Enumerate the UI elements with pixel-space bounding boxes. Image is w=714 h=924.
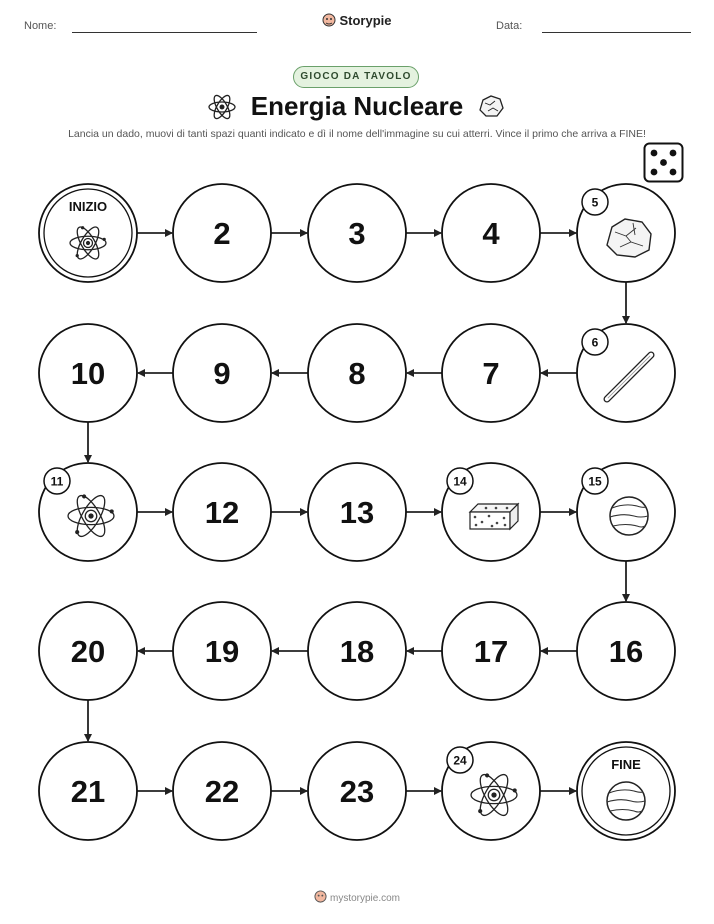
board-space — [39, 742, 137, 840]
brand-name: Storypie — [339, 13, 392, 28]
space-number: 6 — [591, 335, 599, 350]
board-space — [173, 184, 271, 282]
space-number: 21 — [70, 774, 106, 809]
board-space — [308, 184, 406, 282]
game-type-badge: GIOCO DA TAVOLO — [293, 66, 419, 88]
board-space — [308, 742, 406, 840]
board-space — [442, 602, 540, 700]
space-label: FINE — [611, 757, 641, 772]
board-space — [39, 602, 137, 700]
board-space — [39, 324, 137, 422]
board-space — [442, 184, 540, 282]
space-number: 10 — [70, 356, 106, 391]
space-number: 13 — [339, 495, 375, 530]
date-label: Data: — [496, 20, 523, 32]
space-number: 2 — [213, 216, 231, 251]
space-number: 8 — [348, 356, 366, 391]
space-number: 22 — [204, 774, 240, 809]
planet-icon — [607, 782, 645, 820]
board-space — [308, 324, 406, 422]
space-number: 23 — [339, 774, 375, 809]
space-label: INIZIO — [68, 199, 108, 214]
board-space — [173, 324, 271, 422]
space-number: 12 — [204, 495, 240, 530]
page-title: Energia Nucleare — [250, 91, 464, 121]
board-space — [173, 742, 271, 840]
space-number: 16 — [608, 634, 644, 669]
space-number: 17 — [473, 634, 509, 669]
board-space — [577, 324, 675, 422]
board-space — [308, 463, 406, 561]
space-number: 9 — [213, 356, 231, 391]
board-space — [442, 463, 540, 561]
footer-url: mystorypie.com — [329, 893, 400, 904]
space-number: 11 — [50, 474, 64, 489]
finish-space — [577, 742, 675, 840]
board-space — [442, 324, 540, 422]
uranium-block-icon — [470, 504, 518, 529]
space-number: 5 — [591, 195, 599, 210]
space-number: 4 — [482, 216, 500, 251]
space-number: 3 — [348, 216, 366, 251]
board-space — [173, 463, 271, 561]
space-number: 14 — [453, 474, 467, 489]
board-space — [442, 742, 540, 840]
space-number: 7 — [482, 356, 500, 391]
space-number: 15 — [588, 474, 602, 489]
planet-icon — [610, 497, 648, 535]
space-number: 18 — [339, 634, 375, 669]
instructions: Lancia un dado, muovi di tanti spazi quanti indicato e dì il nome dell'immagine su cui atterri. Vince il primo che arriva a FINE! — [68, 128, 646, 140]
footer — [0, 890, 714, 904]
start-space — [39, 184, 137, 282]
board-space — [577, 184, 675, 282]
board-space — [39, 463, 137, 561]
board-space — [308, 602, 406, 700]
board-space — [577, 463, 675, 561]
board-space — [173, 602, 271, 700]
name-label: Nome: — [24, 20, 57, 32]
space-number: 19 — [204, 634, 240, 669]
board-space — [577, 602, 675, 700]
space-number: 24 — [453, 753, 467, 768]
footer-mascot-icon — [314, 890, 327, 904]
space-number: 20 — [70, 634, 106, 669]
